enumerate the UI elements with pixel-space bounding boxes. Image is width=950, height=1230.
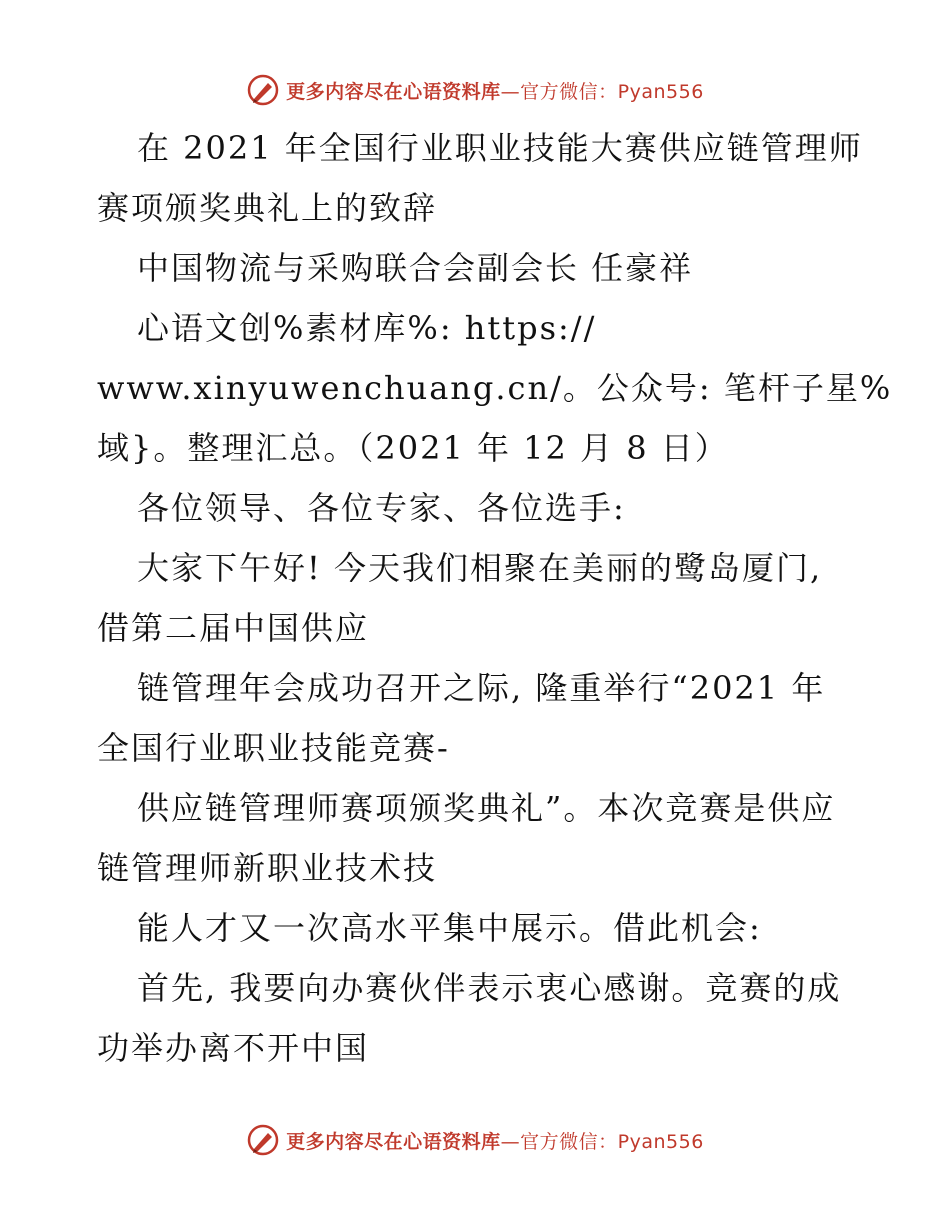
- body-line: 大家下午好! 今天我们相聚在美丽的鹭岛厦门,: [137, 549, 823, 587]
- body-line: 借第二届中国供应: [97, 609, 370, 647]
- source-line-3: 域}。整理汇总。（2021 年 12 月 8 日）: [97, 429, 729, 467]
- source-line-2: www.xinyuwenchuang.cn/。公众号: 笔杆子星%: [97, 369, 893, 407]
- salutation-line: 各位领导、各位专家、各位选手:: [137, 489, 626, 527]
- body-line: 链管理师新职业技术技: [97, 849, 438, 887]
- author-line: 中国物流与采购联合会副会长 任豪祥: [137, 249, 694, 287]
- banner-site-name: 更多内容尽在心语资料库: [286, 80, 501, 103]
- body-line: 供应链管理师赛项颁奖典礼”。本次竞赛是供应: [137, 789, 836, 827]
- header-banner: [0, 70, 950, 110]
- body-line: 链管理年会成功召开之际, 隆重举行“2021 年: [137, 669, 826, 707]
- title-line-1: 在 2021 年全国行业职业技能大赛供应链管理师: [137, 129, 863, 167]
- banner-site-name: 更多内容尽在心语资料库: [286, 1130, 501, 1153]
- document-body: [97, 118, 893, 1078]
- banner-text: [286, 77, 704, 104]
- pen-logo-icon: [246, 1123, 280, 1157]
- banner-text: [286, 1127, 704, 1154]
- body-line: 全国行业职业技能竞赛-: [97, 729, 450, 767]
- body-line: 能人才又一次高水平集中展示。借此机会:: [137, 909, 762, 947]
- pen-logo-icon: [246, 73, 280, 107]
- body-line: 功举办离不开中国: [97, 1029, 370, 1067]
- header-banner-inner: [246, 73, 704, 107]
- footer-banner-inner: [246, 1123, 704, 1157]
- footer-banner: [0, 1120, 950, 1160]
- title-line-2: 赛项颁奖典礼上的致辞: [97, 189, 438, 227]
- body-line: 首先, 我要向办赛伙伴表示衷心感谢。竞赛的成: [137, 969, 842, 1007]
- source-line-1: 心语文创%素材库%: https://: [137, 309, 597, 347]
- banner-wechat: —官方微信：Pyan556: [500, 80, 704, 103]
- banner-wechat: —官方微信：Pyan556: [500, 1130, 704, 1153]
